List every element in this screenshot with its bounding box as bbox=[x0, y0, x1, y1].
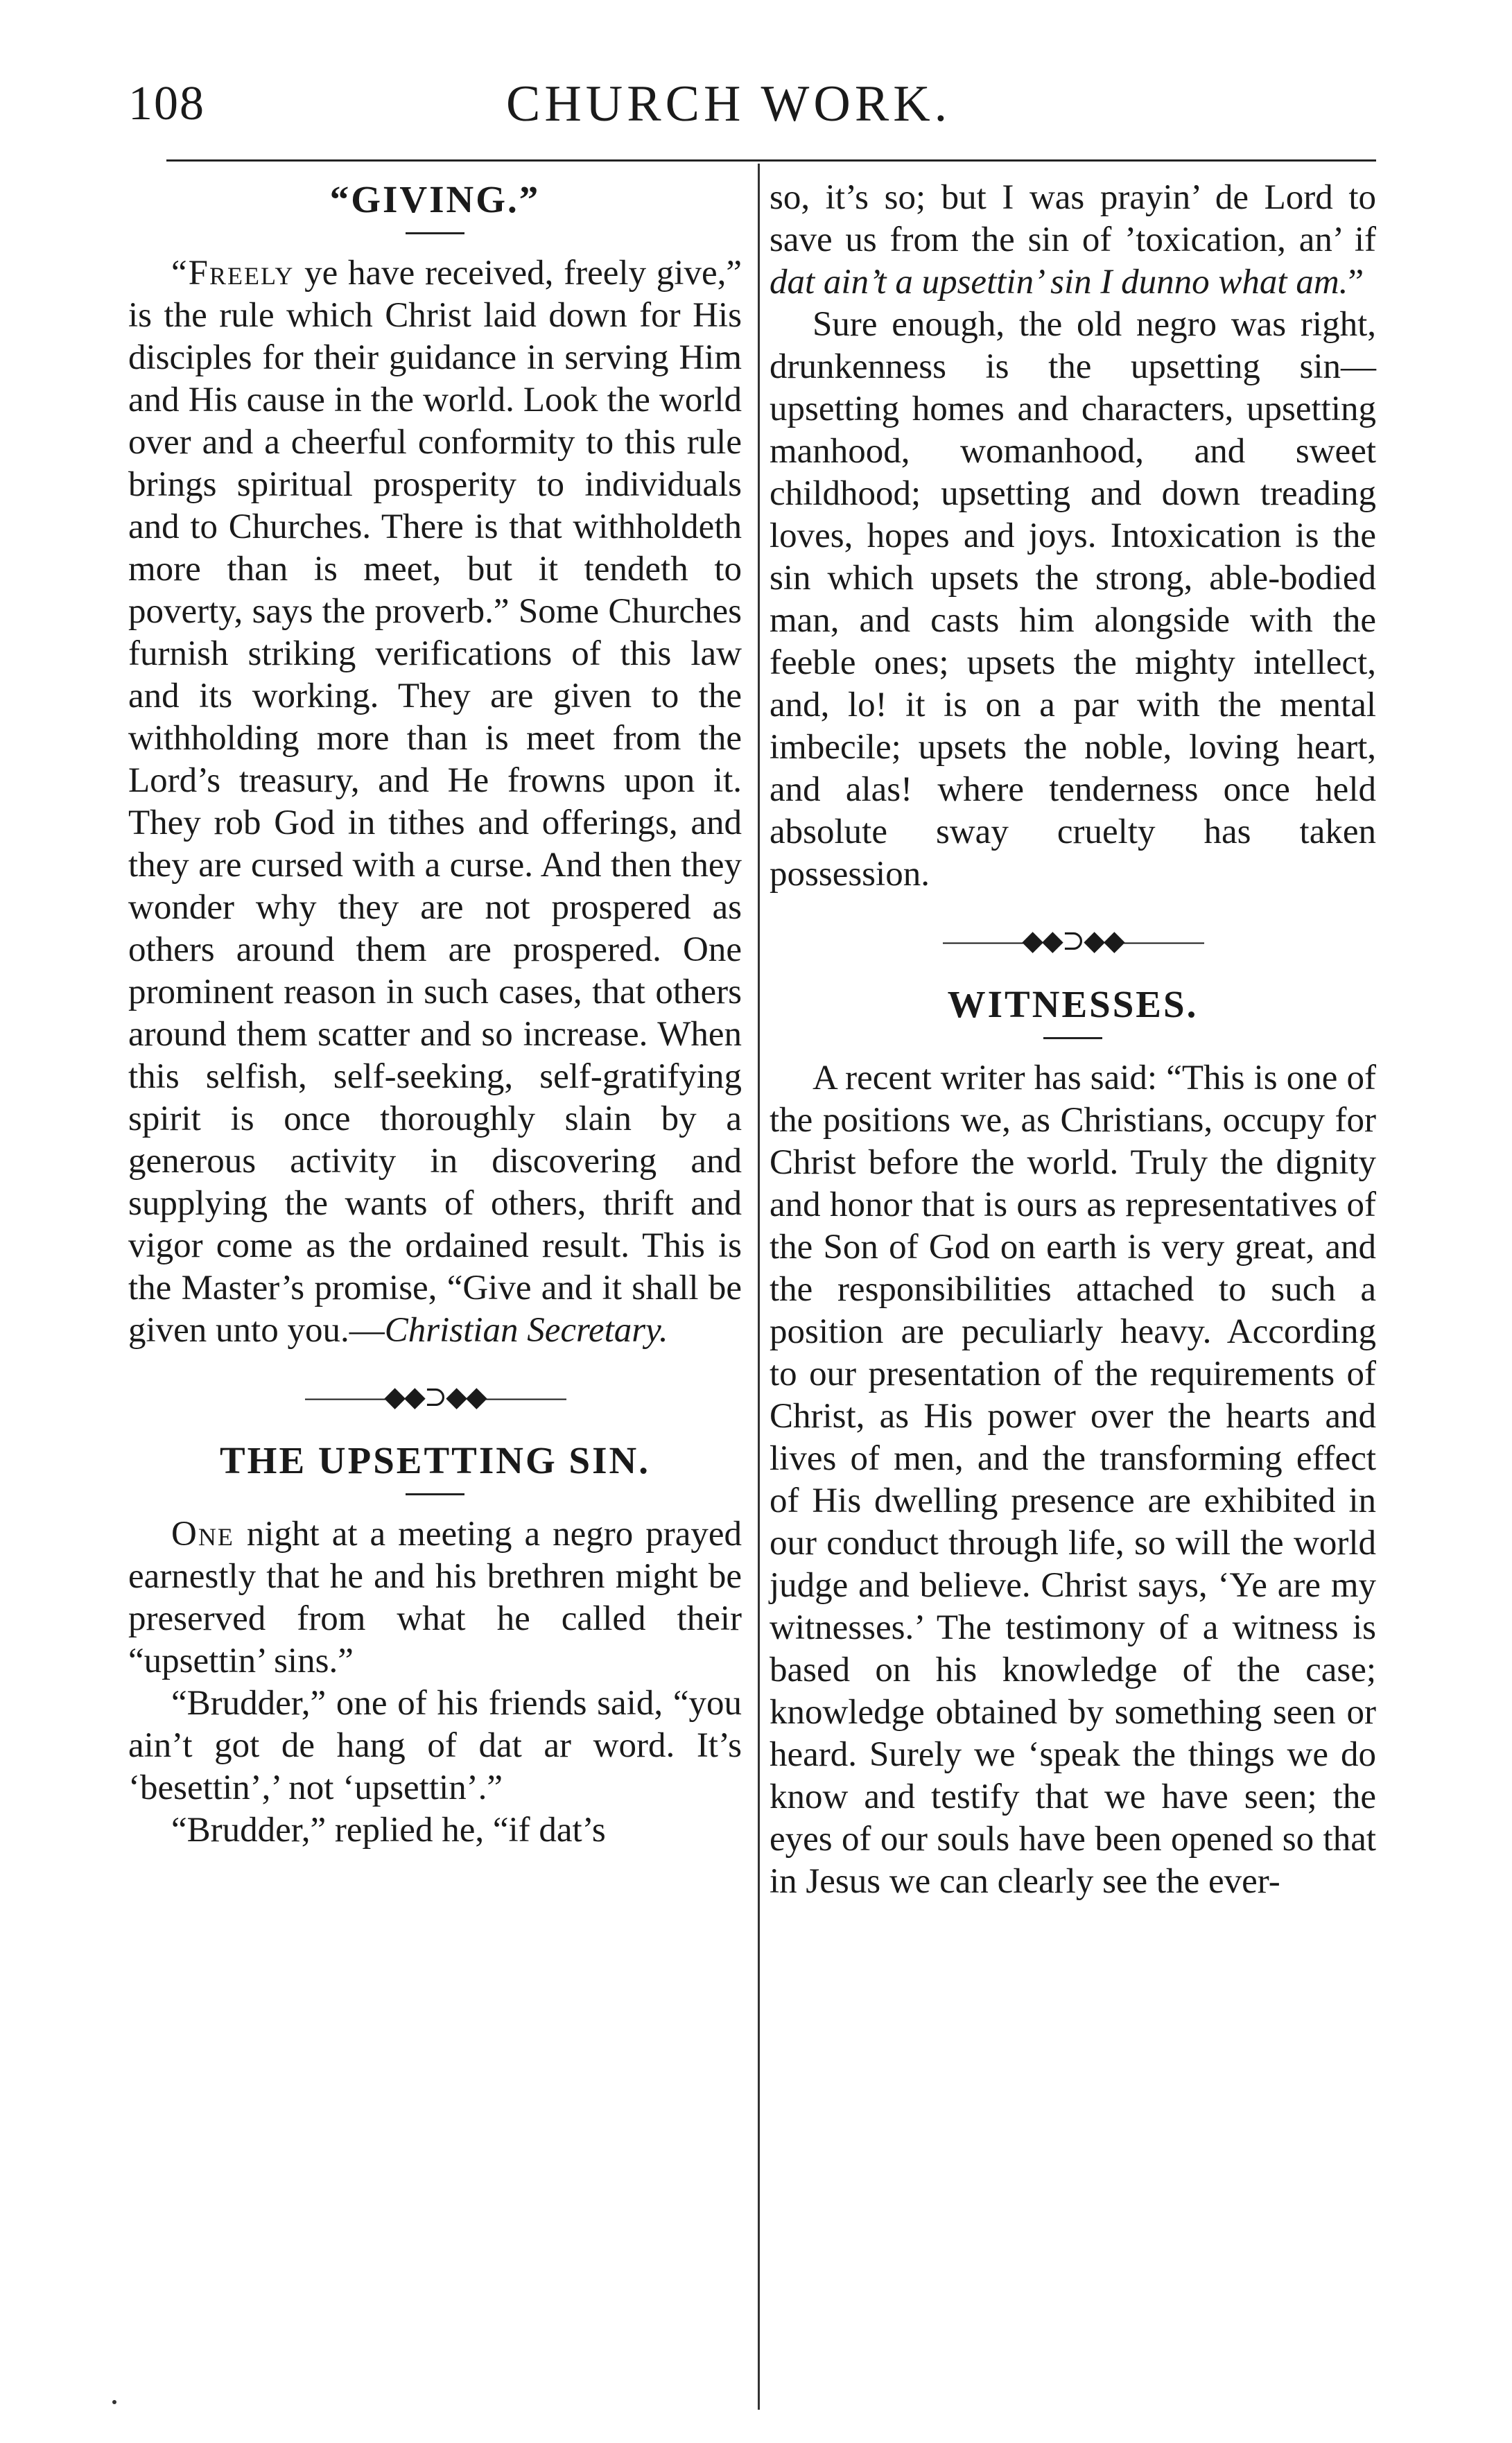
upsetting-sin-continued-2: Sure enough, the old negro was right, drunkenness is the upsetting sin—upsetting homes and characters, upsetting manhood, womanhood, and sweet childhood; upsetting and down treading loves, hopes and joys. Intoxication is the sin which upsets the strong, able-bodied man, and casts him alongside with the feeble ones; upsets the mighty intellect, and, lo! it is on a par with the mental imbecile; upsets the noble, loving heart, and alas! where tenderness once held absolute sway cruelty has taken possession. bbox=[770, 305, 1376, 894]
upsetting-sin-paragraph-2: “Brudder,” one of his friends said, “you ain’t got de hang of dat ar word. It’s ‘besettin’,’ not ‘upsettin’.” bbox=[128, 1684, 742, 1807]
upsetting-sin-continued-1 bbox=[770, 177, 1376, 304]
section-ornament: ———◆◆⊃◆◆——— bbox=[305, 1381, 565, 1412]
giving-paragraph bbox=[128, 252, 742, 1352]
witnesses-title: WITNESSES. bbox=[947, 983, 1199, 1025]
giving-title: “GIVING.” bbox=[329, 178, 541, 220]
upsetting-sin-title: THE UPSETTING SIN. bbox=[220, 1439, 650, 1481]
continued-text-end: ” bbox=[1348, 263, 1364, 302]
column-divider bbox=[758, 164, 760, 2410]
page-number: 108 bbox=[128, 77, 205, 130]
upsetting-text-1: night at a meeting a negro prayed earnestly that he and his brethren might be preserved from what he called their “upsettin’ sins.” bbox=[128, 1515, 742, 1680]
upsetting-sin-paragraph-1 bbox=[128, 1513, 742, 1683]
giving-opening-word: “Freely bbox=[171, 254, 295, 293]
page-header bbox=[128, 66, 1376, 142]
print-speck bbox=[112, 2400, 116, 2404]
title-rule bbox=[406, 232, 464, 234]
continued-italic-quote: dat ain’t a upsettin’ sin I dunno what am. bbox=[770, 263, 1348, 302]
running-title: CHURCH WORK. bbox=[506, 76, 952, 132]
header-rule bbox=[166, 159, 1376, 162]
giving-source: Christian Secretary. bbox=[384, 1311, 668, 1350]
giving-text: ye have received, freely give,” is the rule which Christ laid down for His disciples for their guidance in serving Him and His cause in the world. Look the world over and a cheerful conformity to this rule brings spiritual prosperity to individuals and to Churches. There is that withholdeth more than is meet, but it tendeth to poverty, says the proverb.” Some Churches furnish striking verifications of this law and its working. They are given to the withholding more than is meet from the Lord’s treasury, and He frowns upon it. They rob God in tithes and offerings, and they are cursed with a curse. And then they wonder why they are not prospered as others around them are prospered. One prominent reason in such cases, that others around them scatter and so increase. When this selfish, self-seeking, self-gratifying spirit is once thoroughly slain by a generous activity in discovering and supplying the wants of others, thrift and vigor come as the ordained result. This is the Master’s promise, “Give and it shall be given unto you.— bbox=[128, 254, 742, 1350]
continued-text-start: so, it’s so; but I was prayin’ de Lord to save us from the sin of ’toxication, an’ if bbox=[770, 178, 1376, 259]
witnesses-paragraph: A recent writer has said: “This is one of the positions we, as Christians, occupy for Christ before the world. Truly the dignity and honor that is ours as representatives of the Son of God on earth is very great, and the responsibilities attached to such a position are peculiarly heavy. According to our presentation of the requirements of Christ, as His power over the hearts and lives of men, and the transforming effect of His dwelling presence are exhibited in our conduct through life, so will the world judge and believe. Christ says, ‘Ye are my witnesses.’ The testimony of a witness is based on his knowledge of the case; knowledge obtained by something seen or heard. Surely we ‘speak the things we do know and testify that we have seen; the eyes of our souls have been opened so that in Jesus we can clearly see the ever- bbox=[770, 1059, 1376, 1901]
title-rule bbox=[1043, 1037, 1102, 1039]
upsetting-opening-word: One bbox=[171, 1515, 234, 1554]
upsetting-sin-paragraph-3: “Brudder,” replied he, “if dat’s bbox=[171, 1811, 606, 1850]
title-rule bbox=[406, 1493, 464, 1495]
section-ornament: ———◆◆⊃◆◆——— bbox=[943, 925, 1203, 956]
right-column bbox=[770, 177, 1376, 1903]
left-column bbox=[128, 177, 742, 1852]
